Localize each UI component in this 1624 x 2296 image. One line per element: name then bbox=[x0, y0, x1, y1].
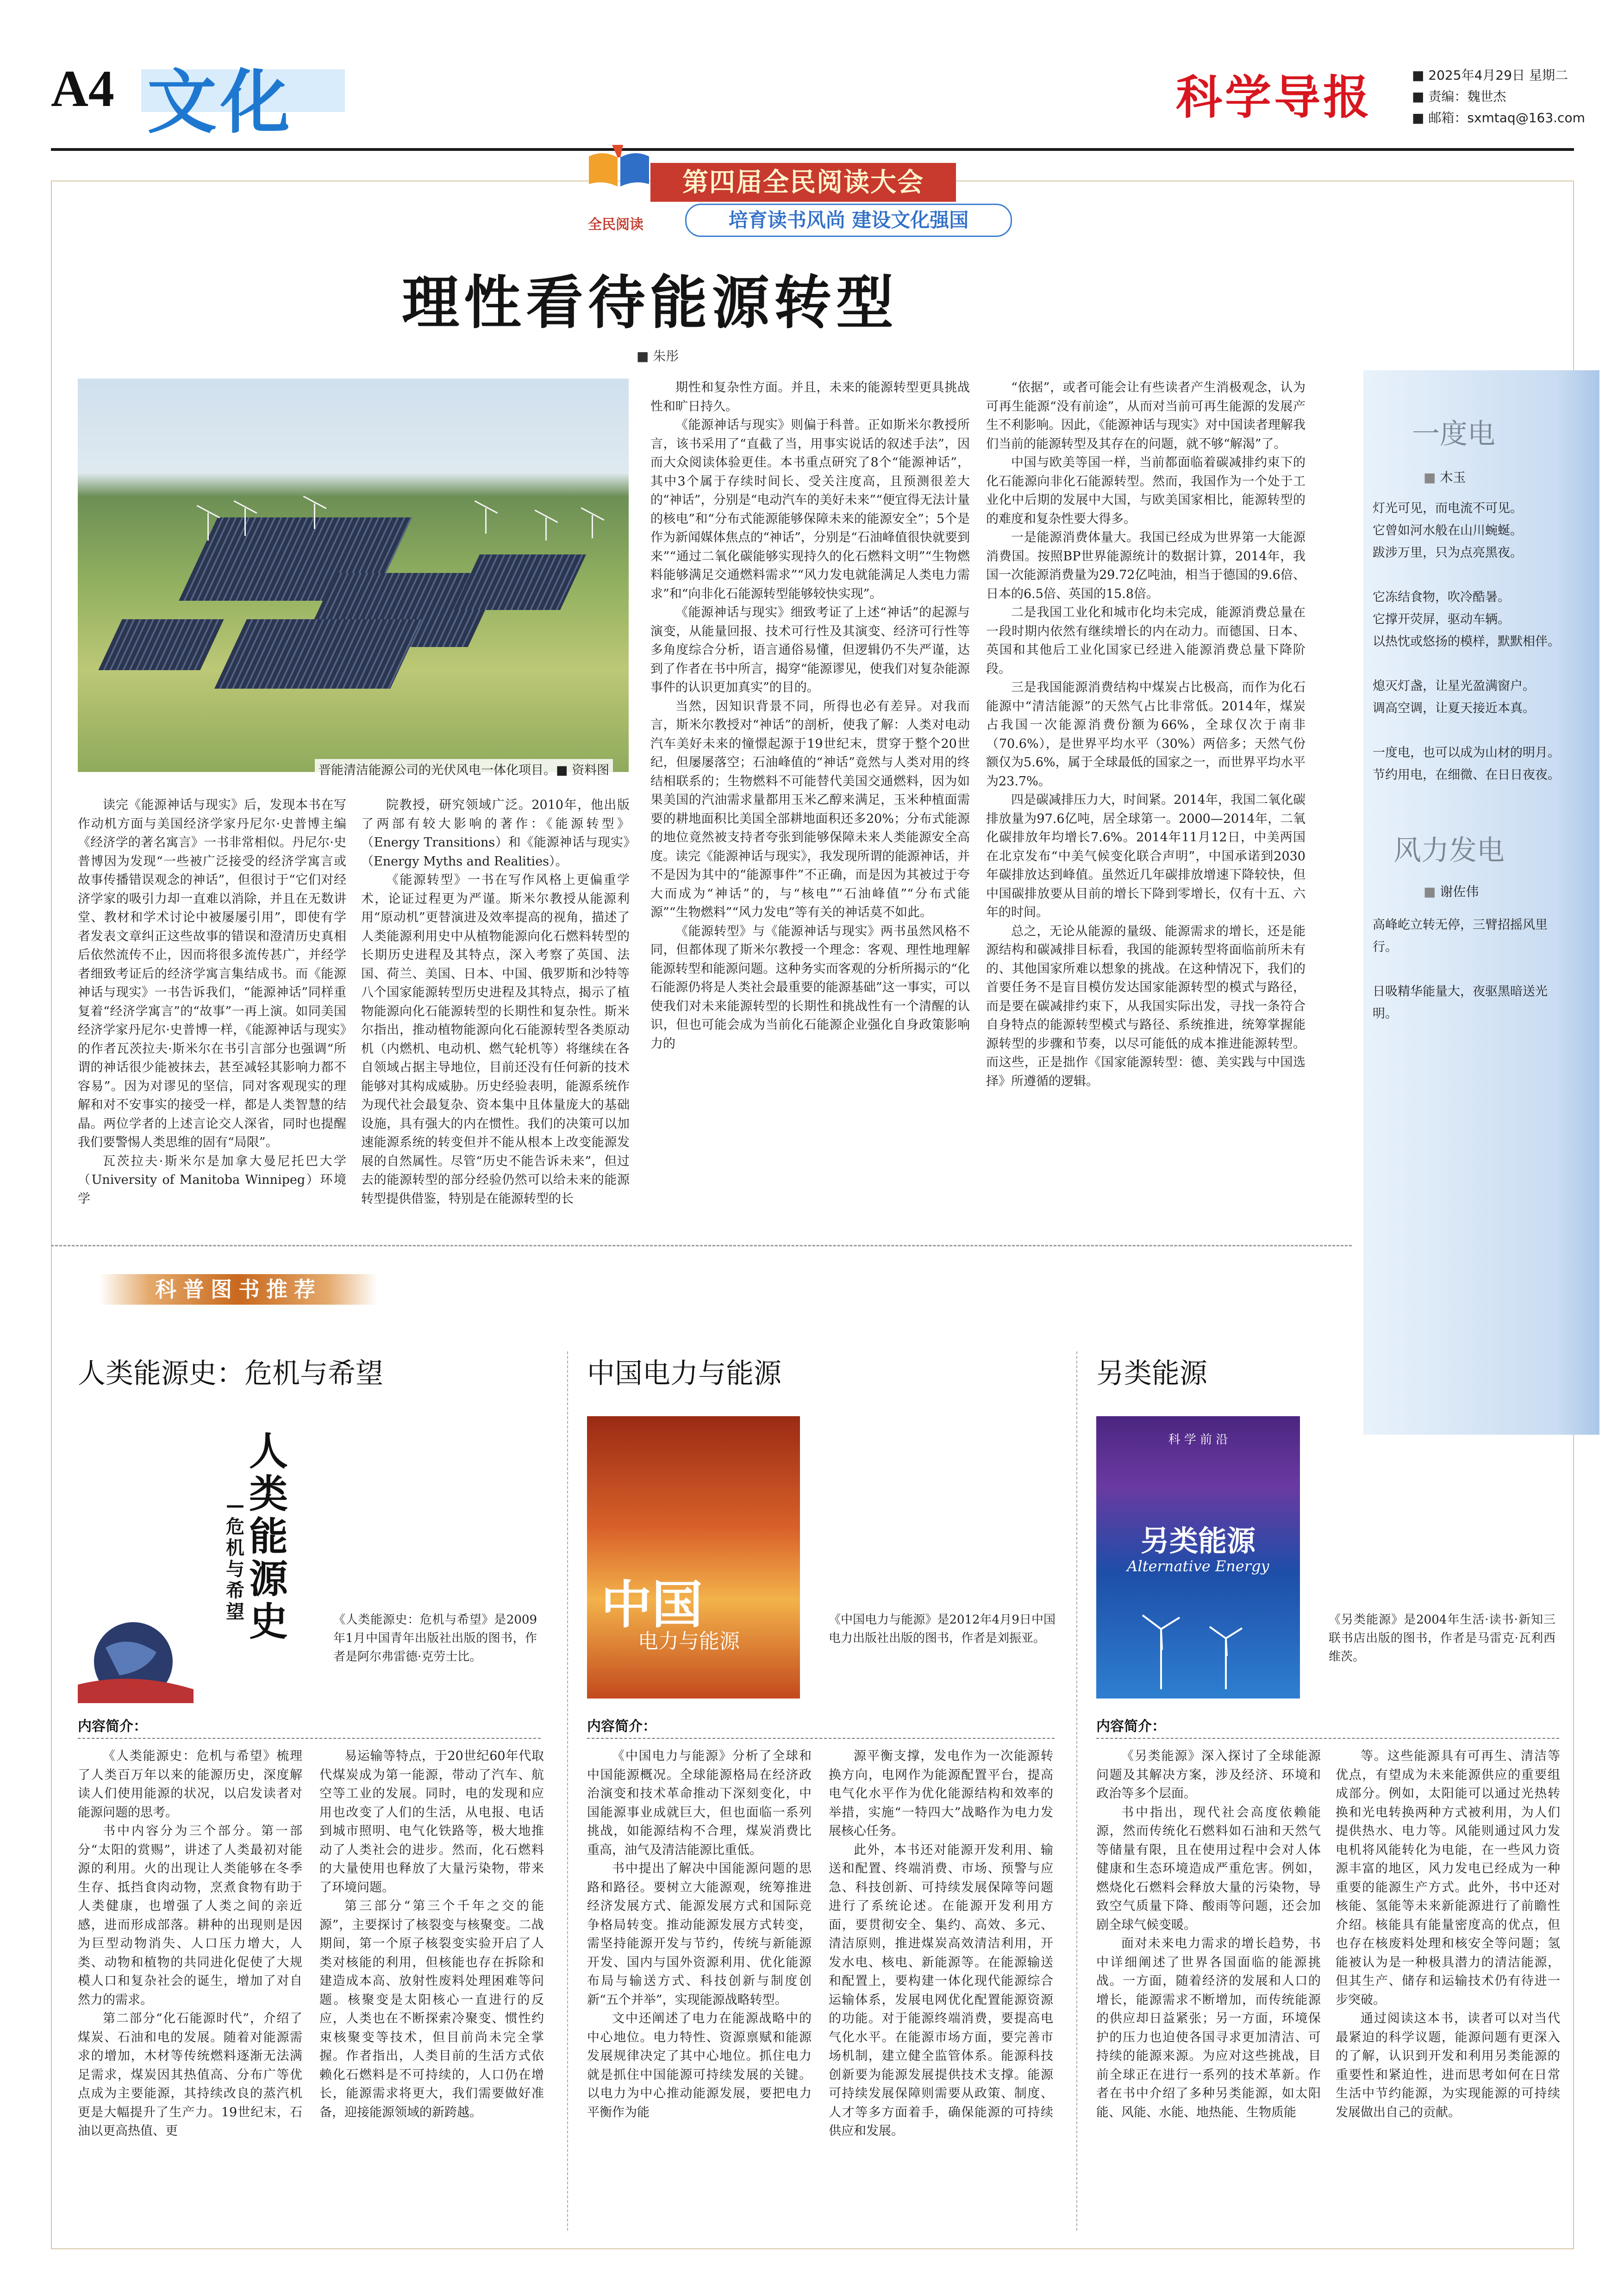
article-paragraph: 读完《能源神话与现实》后，发现本书在写作动机方面与美国经济学家丹尼尔·史普博主编《经济学的著名寓言》一书非常相似。丹尼尔·史普博因为发现“一些被广泛接受的经济学寓言或故事传播错误观念的神话”，但很讨于“它们对经济学家的吸引力却一直难以消除，并且在无数讲堂、教材和学术讨论中被屡屡引用”，即使有学者发表文章纠正这些故事的错误和澄清历史真相后依然流传不止，因而将很多流传甚广，并经学者细致考证后的经济学寓言集结成书。而《能源神话与现实》一书告诉我们，“能源神话”同样重复着“经济学寓言”的“故事”一再上演。如同美国经济学家丹尼尔·史普博一样，《能源神话与现实》的作者瓦茨拉夫·斯米尔在书引言部分也强调“所谓的神话很少能被抹去，甚至减轻其影响力都不容易”。因为对谬见的坚信，同对客观现实的理解和对不安事实的接受一样，都是人类智慧的结晶。两位学者的上述言论交人深省，同时也提醒我们要警惕人类思维的固有“局限”。 bbox=[78, 798, 346, 1150]
wind-turbine-icon bbox=[1124, 1601, 1272, 1689]
book-intro-paragraph: 源平衡支撑，发电作为一次能源转换方向，电网作为能源配置平台，提高电气化水平作为优化能源结构和效率的举措，实施“一特四大”战略作为电力发展核心任务。 bbox=[829, 1749, 1053, 1838]
book-caption-2: 《中国电力与能源》是2012年4月9日中国电力出版社出版的图书，作者是刘振亚。 bbox=[829, 1613, 1056, 1645]
poem-line: 它冻结食物，吹冷酷暑。 bbox=[1373, 590, 1510, 604]
article-paragraph: 期性和复杂性方面。并且，未来的能源转型更具挑战性和旷日持久。 bbox=[650, 380, 970, 414]
book-cover-2-subtitle: 电力与能源 bbox=[638, 1630, 740, 1653]
poem-line: 它曾如河水般在山川蜿蜒。 bbox=[1373, 523, 1523, 538]
issue-email: ■ 邮箱：sxmtaq@163.com bbox=[1412, 107, 1585, 129]
book-intro-label-2: 内容简介： bbox=[587, 1718, 656, 1735]
poem-line bbox=[1373, 653, 1567, 675]
photo-caption: 晋能清洁能源公司的光伏风电一体化项目。■ 资料图 bbox=[315, 759, 613, 779]
poem-line: 跋涉万里，只为点亮黑夜。 bbox=[1373, 546, 1523, 560]
book-caption-3: 《另类能源》是2004年生活·读书·新知三联书店出版的图书，作者是马雷克·瓦利西维茨。 bbox=[1329, 1613, 1555, 1664]
article-paragraph: “依据”，或者可能会让有些读者产生消极观念，认为可再生能源“没有前途”，从而对当前可再生能源的发展产生不利影响。因此，《能源神话与现实》对中国读者理解我们当前的能源转型及其存在的问题，就不够“解渴”了。 bbox=[986, 380, 1305, 451]
poem-title-1: 一度电 bbox=[1412, 418, 1495, 450]
newspaper-masthead: 科学导报 bbox=[1176, 70, 1372, 124]
poem-line bbox=[1373, 720, 1567, 742]
book-intro-paragraph: 书中指出，现代社会高度依赖能源，然而传统化石燃料如石油和天然气等储量有限，且在使用过程中会对人体健康和生态环境造成严重危害。例如，燃烧化石燃料会释放大量的污染物，导致空气质量下降、酸雨等问题，还会加剧全球气候变暖。 bbox=[1096, 1805, 1321, 1932]
book-intro-paragraph: 书中内容分为三个部分。第一部分“太阳的赏赐”，讲述了人类最初对能源的利用。火的出现让人类能够在冬季生存、抵挡食肉动物，烹煮食物有助于人类健康，也增强了人类之间的亲近感，进而形成部落。耕种的出现则是因为巨型动物消失、人口压力增大，人类、动物和植物的共同进化促使了大规模人口和复杂社会的诞生，增加了对自然力的需求。 bbox=[78, 1824, 302, 2007]
article-paragraph: 《能源转型》与《能源神话与现实》两书虽然风格不同，但都体现了斯米尔教授一个理念：客观、理性地理解能源转型和能源问题。这种务实而客观的分析所揭示的“化石能源仍将是人类社会最重要的能源基础”这一事实，可以使我们对未来能源转型的长期性和挑战性有一个清醒的认识，但也可能会成为当前化石能源企业强化自身政策影响力的 bbox=[650, 924, 970, 1051]
book-intro-label-3: 内容简介： bbox=[1096, 1718, 1166, 1735]
book-intro-paragraph: 此外，本书还对能源开发利用、输送和配置、终端消费、市场、预警与应急、科技创新、可持续发展保障等问题进行了系统论述。在能源开发利用方面，要贯彻安全、集约、高效、多元、清洁原则，推进煤炭高效清洁利用，开发水电、核电、新能源等。在能源输送和配置上，要构建一体化现代能源综合运输体系，发展电网优化配置能源资源的功能。对于能源终端消费，要提高电气化水平。在能源市场方面，要完善市场机制，建立健全监管体系。能源科技创新要为能源发展提供技术支撑。能源可持续发展保障则需要从政策、制度、人才等多方面着手，确保能源的可持续供应和发展。 bbox=[829, 1842, 1053, 2138]
intro-rule bbox=[1096, 1738, 1559, 1739]
book-cover-3 bbox=[1096, 1416, 1300, 1699]
poem-line bbox=[1373, 958, 1567, 981]
section-divider bbox=[51, 1245, 1352, 1246]
poem-line: 节约用电，在细微、在日日夜夜。 bbox=[1373, 768, 1560, 782]
intro-rule bbox=[587, 1738, 1055, 1739]
book-intro-paragraph: 通过阅读这本书，读者可以对当代最紧迫的科学议题，能源问题有更深入的了解，认识到开发和利用另类能源的重要性和紧迫性，进而思考如何在日常生活中节约能源，为实现能源的可持续发展做出自己的贡献。 bbox=[1336, 2011, 1560, 2120]
book-cover-1-title: 人类能源史 bbox=[249, 1429, 288, 1644]
poem-author-1: ■ 木玉 bbox=[1424, 467, 1466, 486]
article-column-1 bbox=[78, 796, 346, 1208]
poem-line: 它撑开荧屏，驱动车辆。 bbox=[1373, 612, 1510, 627]
poem-line: 调高空调，让夏天接近本真。 bbox=[1373, 701, 1535, 716]
article-paragraph: 中国与欧美等国一样，当前都面临着碳减排约束下的化石能源向非化石能源转型。然而，我国作为一个处于工业化中后期的发展中大国，与欧美国家相比，能源转型的的难度和复杂性要大得多。 bbox=[986, 455, 1305, 526]
book-intro-paragraph: 《人类能源史：危机与希望》梳理了人类百万年以来的能源历史，深度解读人们使用能源的状况，以启发读者对能源问题的思考。 bbox=[78, 1749, 302, 1820]
open-book-icon bbox=[584, 143, 654, 198]
book-intro-2b bbox=[829, 1747, 1053, 2141]
column-separator bbox=[567, 1351, 568, 2231]
article-paragraph: 总之，无论从能源的量级、能源需求的增长，还是能源结构和碳减排目标看，我国的能源转型将面临前所未有的、其他国家所难以想象的挑战。在这种情况下，我们的首要任务不是盲目模仿发达国家能源转型的模式与路径，而是要在碳减排约束下，从我国实际出发，寻找一条符合自身特点的能源转型模式与路径、系统推进，统筹掌握能源转型的步骤和节奏，以尽可能低的成本推进能源转型。而这些，正是拙作《国家能源转型：德、美实践与中国选择》所遵循的逻辑。 bbox=[986, 924, 1305, 1089]
article-paragraph: 一是能源消费体量大。我国已经成为世界第一大能源消费国。按照BP世界能源统计的数据计算，2014年，我国一次能源消费量为29.72亿吨油，相当于德国的9.6倍、日本的6.5倍、英国的15.8倍。 bbox=[986, 530, 1305, 601]
book-intro-3b bbox=[1336, 1747, 1560, 2122]
article-byline: ■ 朱彤 bbox=[637, 348, 679, 364]
article-paragraph: 三是我国能源消费结构中煤炭占比极高，而作为化石能源中“清洁能源”的天然气占比非常低。2014年，煤炭占我国一次能源消费份额为66%，全球仅次于南非（70.6%），是世界平均水平（30%）两倍多；天然气份额仅为5.6%，属于全球最低的国家之一，而世界平均水平为23.7%。 bbox=[986, 680, 1305, 789]
book-cover-2-title: 中国 bbox=[601, 1575, 703, 1635]
intro-rule bbox=[78, 1738, 541, 1739]
article-paragraph: 四是碳减排压力大，时间紧。2014年，我国二氧化碳排放量为97.6亿吨，居全球第一。2000—2014年，二氧化碳排放年均增长7.6%。2014年11月12日，中美两国在北京发布“中美气候变化联合声明”，中国承诺到2030年碳排放达到峰值。虽然近几年碳排放增速下降较快，但中国碳排放要从目前的增长下降到零增长，仅有十五、六年的时间。 bbox=[986, 793, 1305, 920]
issue-date: ■ 2025年4月29日 星期二 bbox=[1412, 65, 1585, 86]
book-intro-paragraph: 书中提出了解决中国能源问题的思路和路径。要树立大能源观，统筹推进经济发展方式、能源发展方式和国际竞争格局转变。推动能源发展方式转变，需坚持能源开发与节约，传统与新能源开发、国内与国外资源利用、优化能源布局与输送方式、科技创新与制度创新“五个并举”，实现能源战略转型。 bbox=[587, 1861, 812, 2007]
poem-line: 以热忱或悠扬的模样，默默相伴。 bbox=[1373, 635, 1560, 649]
article-column-4 bbox=[986, 379, 1305, 1091]
book-caption-1: 《人类能源史：危机与希望》是2009年1月中国青年出版社出版的图书，作者是阿尔弗雷德·克劳士比。 bbox=[333, 1613, 537, 1664]
article-paragraph: 《能源神话与现实》细致考证了上述“神话”的起源与演变，从能量回报、技术可行性及其演变、经济可行性等多角度综合分析，语言通俗易懂，但逻辑仍不失严谨，达到了作者在书中所言，揭穿“能源谬见，使我们对复杂能源事件的认识更加真实”的目的。 bbox=[650, 605, 970, 695]
poem-line: 高峰屹立转无停，三臂招摇风里行。 bbox=[1373, 918, 1548, 954]
book-intro-3a bbox=[1096, 1747, 1321, 2122]
book-cover-2 bbox=[587, 1416, 800, 1699]
poem-title-2: 风力发电 bbox=[1393, 834, 1505, 867]
article-paragraph: 二是我国工业化和城市化均未完成，能源消费总量在一段时期内依然有继续增长的内在动力。而德国、日本、英国和其他后工业化国家已经进入能源消费总量下降阶段。 bbox=[986, 605, 1305, 676]
book-cover-3-subtitle: Alternative Energy bbox=[1127, 1557, 1269, 1575]
book-cover-1-subtitle: —危机与希望 bbox=[226, 1495, 244, 1623]
article-paragraph: 《能源神话与现实》则偏于科普。正如斯米尔教授所言，该书采用了“直截了当，用事实说话的叙述手法”，因而大众阅读体验更佳。本书重点研究了8个“能源神话”，其中3个属于存续时间长、受关注度高，且预测很差大的“神话”，分别是“电动汽车的美好未来”“便宜得无法计量的核电”和“分布式能源能够保障未来的能源安全”；5个是作为新闻媒体焦点的“神话”，分别是“石油峰值很快就要到来”“通过二氧化碳能够实现持久的化石燃料文明”“生物燃料能够满足交通燃料需求”“风力发电就能满足人类电力需求”和“向非化石能源转型能够较快实现”。 bbox=[650, 418, 970, 601]
article-paragraph: 当然，因知识背景不同，所得也必有差异。对我而言，斯米尔教授对“神话”的剖析，使我了解：人类对电动汽车美好未来的憧憬起源于19世纪末，贯穿于整个20世纪，但屡屡落空；石油峰值的“神话”竟然与人类对用的终结相联系的；生物燃料不可能替代美国交通燃料，因为如果美国的汽油需求量都用玉米乙醇来满足，玉米种植面需要的耕地面积比美国全部耕地面积还多20%；分布式能源的地位竟然被支持者夸张到能够保障未来人类能源安全高度。读完《能源神话与现实》，我发现所谓的能源神话，并不是因为其中的“能源事件”不正确，而是因为其被过于夸大而成为“神话”的，与“核电”“石油峰值”“分布式能源”“生物燃料”“风力发电”等有关的神话莫不如此。 bbox=[650, 699, 970, 920]
poem-line: 熄灭灯盏，让星光盈满窗户。 bbox=[1373, 679, 1535, 693]
column-separator bbox=[1076, 1351, 1077, 2231]
article-paragraph: 《能源转型》一书在写作风格上更偏重学术，论证过程更为严谨。斯米尔教授从能源利用“原动机”更替演进及效率提高的视角，描述了人类能源利用史中从植物能源向化石燃料转型的长期历史进程及其特点，深入考察了英国、法国、荷兰、美国、日本、中国、俄罗斯和沙特等八个国家能源转型历史进程及其特点，揭示了植物能源向化石能源转型的长期性和复杂性。斯米尔指出，推动植物能源向化石能源转型各类原动机（内燃机、电动机、燃气轮机等）将继续在各自领域占据主导地位，目前还没有任何新的技术能够对其构成威胁。历史经验表明，能源系统作为现代社会最复杂、资本集中且体量庞大的基础设施，具有强大的内在惯性。我们的决策可以加速能源系统的转变但并不能从根本上改变能源发展的自然属性。尽管“历史不能告诉未来”，但过去的能源转型的部分经验仍然可以给未来的能源转型提供借鉴，特别是在能源转型的长 bbox=[361, 873, 630, 1206]
book-intro-paragraph: 《另类能源》深入探讨了全球能源问题及其解决方案，涉及经济、环境和政治等多个层面。 bbox=[1096, 1749, 1321, 1801]
article-headline: 理性看待能源转型 bbox=[402, 270, 899, 336]
poem-line: 日吸精华能量大，夜驱黑暗送光明。 bbox=[1373, 984, 1548, 1021]
poem-body-2 bbox=[1373, 914, 1567, 1025]
header-rule bbox=[51, 148, 1574, 151]
book-title-3: 另类能源 bbox=[1096, 1357, 1207, 1390]
book-intro-1b bbox=[319, 1747, 544, 2122]
article-paragraph: 瓦茨拉夫·斯米尔是加拿大曼尼托巴大学（University of Manitoba Winnipeg）环境学 bbox=[78, 1154, 346, 1206]
book-intro-2a bbox=[587, 1747, 812, 2122]
globe-icon bbox=[78, 1615, 194, 1703]
book-intro-paragraph: 《中国电力与能源》分析了全球和中国能源概况。全球能源格局在经济政治演变和技术革命推动下深刻变化，中国能源事业成就巨大，但也面临一系列挑战，如能源结构不合理，煤炭消费比重高，油气及清洁能源比重低。 bbox=[587, 1749, 812, 1857]
book-cover-3-title: 另类能源 bbox=[1140, 1524, 1255, 1558]
page-number: A4 bbox=[51, 60, 114, 118]
book-intro-paragraph: 面对未来电力需求的增长趋势，书中详细阐述了世界各国面临的能源挑战。一方面，随着经济的发展和人口的增长，能源需求不断增加，而传统能源的供应却日益紧张；另一方面，环境保护的压力也迫使各国寻求更加清洁、可持续的能源来源。为应对这些挑战，目前全球正在进行一系列的技术革新。作者在书中介绍了多种另类能源，如太阳能、风能、水能、地热能、生物质能 bbox=[1096, 1936, 1321, 2120]
book-intro-paragraph: 等。这些能源具有可再生、清洁等优点，有望成为未来能源供应的重要组成部分。例如，太阳能可以通过光热转换和光电转换两种方式被利用，为人们提供热水、电力等。风能则通过风力发电机将风能转化为电能，在一些风力资源丰富的地区，风力发电已经成为一种重要的能源生产方式。此外，书中还对核能、氢能等未来新能源进行了前瞻性介绍。核能具有能量密度高的优点，但也存在核废料处理和核安全等问题；氢能被认为是一种极具潜力的清洁能源，但其生产、储存和运输技术仍有待进一步突破。 bbox=[1336, 1749, 1560, 2007]
event-banner: 第四届全民阅读大会 bbox=[650, 163, 956, 202]
book-cover-1 bbox=[78, 1416, 319, 1703]
book-intro-paragraph: 第三部分“第三个千年之交的能源”，主要探讨了核裂变与核聚变。二战期间，第一个原子核裂变实验开启了人类对核能的利用，但核能也存在拆除和建造成本高、放射性废料处理困难等问题。核聚变是太阳核心一直进行的反应，人类也在不断探索冷聚变、惯性约束核聚变等技术，但目前尚未完全掌握。作者指出，人类目前的生活方式依赖化石燃料是不可持续的，人口仍在增长，能源需求将更大，我们需要做好准备，迎接能源领域的新跨越。 bbox=[319, 1899, 544, 2120]
issue-meta bbox=[1412, 65, 1585, 129]
book-cover-3-series: 科 学 前 沿 bbox=[1168, 1433, 1228, 1447]
book-title-2: 中国电力与能源 bbox=[587, 1357, 781, 1390]
article-paragraph: 院教授，研究领域广泛。2010年，他出版了两部有较大影响的著作：《能源转型》（Energy Transitions）和《能源神话与现实》（Energy Myths and Realities）。 bbox=[361, 798, 630, 869]
book-intro-1a bbox=[78, 1747, 302, 2141]
issue-editor: ■ 责编：魏世杰 bbox=[1412, 86, 1585, 107]
book-title-1: 人类能源史：危机与希望 bbox=[78, 1357, 383, 1390]
reading-logo-text: 全民阅读 bbox=[588, 217, 643, 233]
book-intro-label-1: 内容简介： bbox=[78, 1718, 147, 1735]
article-column-3 bbox=[650, 379, 970, 1053]
solar-farm-photo bbox=[78, 379, 629, 772]
event-slogan: 培育读书风尚 建设文化强国 bbox=[685, 204, 1012, 237]
poem-line: 一度电，也可以成为山材的明月。 bbox=[1373, 746, 1560, 760]
poem-line: 灯光可见，而电流不可见。 bbox=[1373, 501, 1523, 516]
poem-line bbox=[1373, 564, 1567, 586]
poem-author-2: ■ 谢佐伟 bbox=[1424, 882, 1479, 900]
book-intro-paragraph: 第二部分“化石能源时代”，介绍了煤炭、石油和电的发展。随着对能源需求的增加，木材等传统燃料逐渐无法满足需求，煤炭因其热值高、分布广等优点成为主要能源，其持续改良的蒸汽机更是大幅提升了生产力。19世纪末，石油以更高热值、更 bbox=[78, 2011, 302, 2138]
book-recommend-banner: 科普图书推荐 bbox=[100, 1274, 377, 1305]
book-intro-paragraph: 文中还阐述了电力在能源战略中的中心地位。电力特性、资源禀赋和能源发展规律决定了其中心地位。抓住电力就是抓住中国能源可持续发展的关键。以电力为中心推动能源发展，要把电力平衡作为能 bbox=[587, 2011, 812, 2120]
section-title: 文化 bbox=[147, 62, 294, 143]
book-intro-paragraph: 易运输等特点，于20世纪60年代取代煤炭成为第一能源，带动了汽车、航空等工业的发展。同时，电的发现和应用也改变了人们的生活，从电报、电话到城市照明、电气化铁路等，极大地推动了人类社会的进步。然而，化石燃料的大量使用也释放了大量污染物，带来了环境问题。 bbox=[319, 1749, 544, 1895]
poem-body-1 bbox=[1373, 498, 1567, 786]
article-column-2 bbox=[361, 796, 630, 1208]
